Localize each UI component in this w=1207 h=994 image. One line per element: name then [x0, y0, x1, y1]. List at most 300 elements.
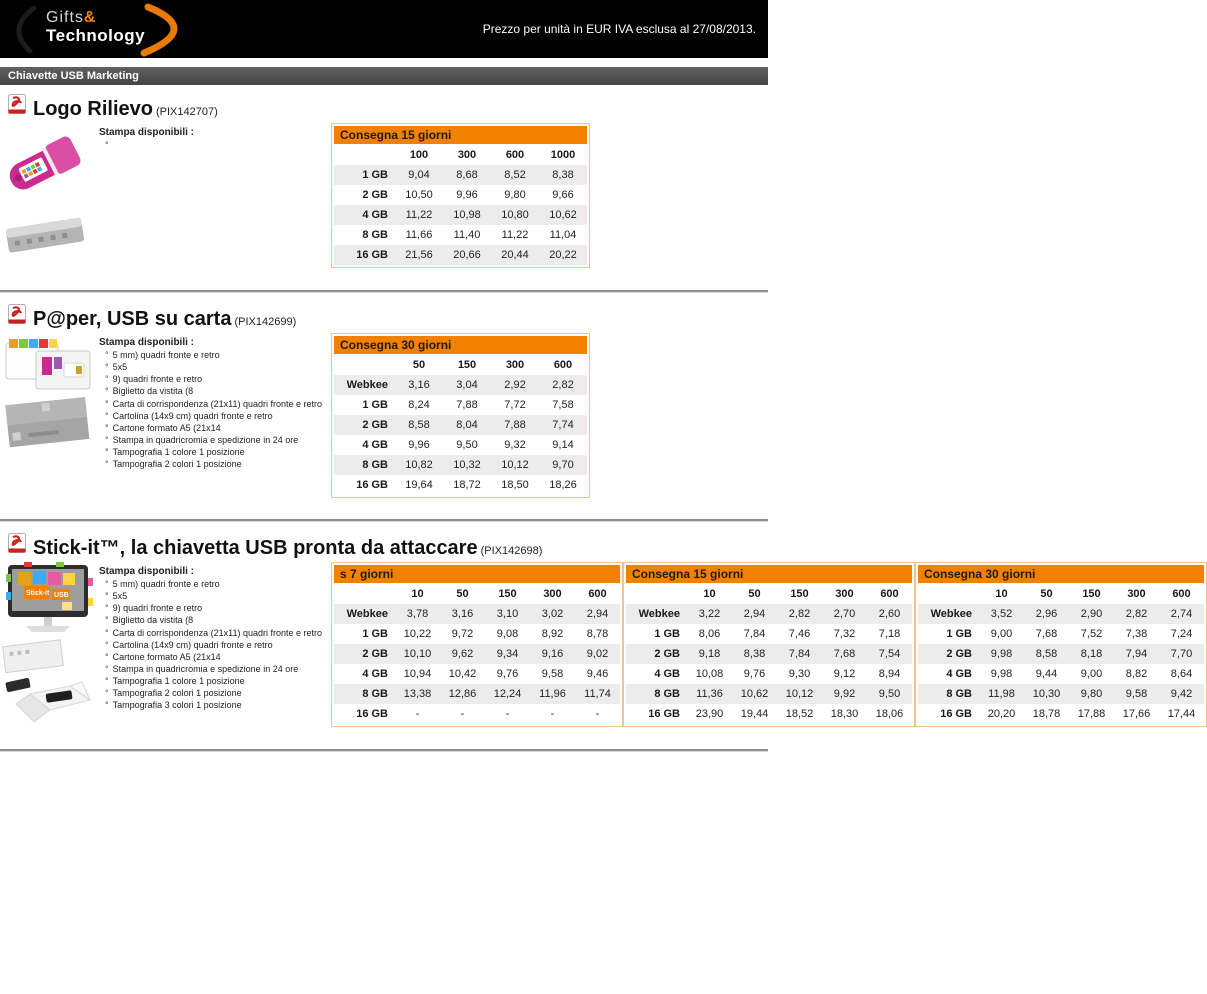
price-cell: 7,84	[788, 648, 811, 660]
price-row	[626, 644, 912, 664]
price-cell: 9,50	[456, 439, 478, 451]
price-row	[334, 624, 620, 644]
price-row	[918, 684, 1204, 704]
price-cell: 18,72	[453, 479, 481, 491]
price-cell: 9,76	[496, 668, 519, 680]
product-head	[0, 295, 768, 330]
price-cell: 9,02	[586, 648, 609, 660]
price-cell: 10,42	[448, 668, 477, 680]
price-cell: 10,12	[501, 459, 529, 471]
delivery-header: Consegna 30 giorni	[918, 565, 1204, 583]
capacity-label: 2 GB	[362, 189, 388, 201]
qty-header: 50	[1040, 588, 1053, 600]
qty-header: 10	[411, 588, 424, 600]
price-cell: 8,52	[504, 169, 526, 181]
qty-header: 600	[588, 588, 607, 600]
price-cell: 10,10	[403, 648, 432, 660]
delivery-header: Consegna 15 giorni	[334, 126, 587, 144]
qty-header: 300	[835, 588, 854, 600]
price-grid	[918, 584, 1204, 724]
delivery-header: Consegna 30 giorni	[334, 336, 587, 354]
logo-text	[46, 9, 145, 45]
qty-header-row	[334, 145, 587, 165]
price-row	[626, 624, 912, 644]
price-cell: 7,18	[878, 628, 901, 640]
product-body	[0, 330, 768, 515]
qty-header: 150	[457, 359, 477, 371]
price-row	[334, 205, 587, 225]
stampa-label: Stampa disponibili :	[99, 566, 195, 577]
section-divider	[0, 519, 768, 522]
price-cell: 8,04	[456, 419, 478, 431]
product-section-logo-rilievo	[0, 85, 768, 286]
price-cell: 10,98	[453, 209, 481, 221]
pdf-icon[interactable]	[8, 94, 26, 119]
price-cell: 12,24	[493, 688, 522, 700]
qty-header: 300	[1127, 588, 1146, 600]
price-cell: 7,94	[1125, 648, 1148, 660]
price-cell: 10,32	[453, 459, 481, 471]
price-cell: 9,76	[743, 668, 766, 680]
product-title: Stick-it™, la chiavetta USB pronta da attaccare	[33, 537, 478, 559]
price-cell: -	[550, 708, 555, 720]
price-cell: 9,98	[990, 668, 1013, 680]
price-cell: 11,66	[405, 229, 433, 241]
capacity-label: 16 GB	[356, 479, 388, 491]
price-row	[626, 704, 912, 724]
qty-header: 100	[409, 149, 429, 161]
price-cell: 9,96	[408, 439, 430, 451]
price-cell: 9,92	[833, 688, 856, 700]
price-cell: 8,78	[586, 628, 609, 640]
price-cell: 19,64	[405, 479, 433, 491]
price-cell: 9,58	[541, 668, 564, 680]
qty-header: 50	[412, 359, 426, 371]
price-cell: 2,90	[1080, 608, 1103, 620]
print-option: ° Biglietto da vistita (8	[105, 385, 331, 397]
price-cell: 7,88	[504, 419, 526, 431]
price-cell: 13,38	[403, 688, 432, 700]
price-row	[334, 455, 587, 475]
capacity-label: 8 GB	[362, 459, 388, 471]
price-cell: 2,92	[504, 379, 526, 391]
qty-header: 1000	[550, 149, 576, 161]
price-cell: 3,16	[408, 379, 430, 391]
price-cell: 11,22	[405, 209, 433, 221]
print-option: ° Tampografia 1 colore 1 posizione	[105, 675, 331, 687]
capacity-label: 8 GB	[362, 229, 388, 241]
qty-header-row	[626, 584, 912, 604]
price-cell: 11,04	[549, 229, 577, 241]
print-option	[105, 139, 331, 151]
print-option: ° Carta di corrispondenza (21x11) quadri fronte e retro	[105, 398, 331, 410]
qty-header: 10	[703, 588, 716, 600]
price-cell: 3,52	[990, 608, 1013, 620]
price-cell: 8,24	[408, 399, 430, 411]
product-title-row	[33, 309, 296, 329]
qty-header: 150	[498, 588, 517, 600]
stampa-label: Stampa disponibili :	[99, 337, 195, 348]
price-grid	[626, 584, 912, 724]
product-body	[0, 120, 768, 286]
price-cell: 11,96	[539, 688, 566, 700]
price-cell: 7,52	[1080, 628, 1103, 640]
capacity-label: 4 GB	[654, 668, 680, 680]
price-cell: 8,06	[698, 628, 721, 640]
capacity-label: Webkee	[930, 608, 972, 620]
product-code: (PIX142707)	[156, 106, 218, 118]
capacity-label: Webkee	[638, 608, 680, 620]
price-cell: 9,08	[496, 628, 519, 640]
print-option: ° Cartone formato A5 (21x14	[105, 651, 331, 663]
price-cell: 10,80	[501, 209, 529, 221]
print-option: ° Carta di corrispondenza (21x11) quadri fronte e retro	[105, 627, 331, 639]
price-cell: 9,44	[1035, 668, 1058, 680]
print-option: ° Cartone formato A5 (21x14	[105, 422, 331, 434]
catalog-main	[0, 85, 1196, 800]
price-cell: 9,50	[878, 688, 901, 700]
price-cell: 9,18	[698, 648, 721, 660]
price-cell: 11,22	[501, 229, 529, 241]
price-cell: 9,80	[504, 189, 526, 201]
capacity-label: 2 GB	[362, 419, 388, 431]
price-cell: 7,68	[1035, 628, 1058, 640]
product-section-stick-it	[0, 524, 1196, 745]
price-cell: 21,56	[405, 249, 433, 261]
price-cell: 10,82	[405, 459, 433, 471]
capacity-label: 1 GB	[362, 169, 388, 181]
product-section-paper-usb	[0, 295, 768, 515]
price-row	[626, 664, 912, 684]
price-row	[334, 245, 587, 265]
logo-gifts: Gifts	[46, 9, 84, 26]
price-cell: 9,14	[552, 439, 574, 451]
qty-header: 50	[748, 588, 761, 600]
qty-header: 50	[456, 588, 469, 600]
product-head	[0, 85, 768, 120]
price-cell: 19,44	[740, 708, 769, 720]
product-photo-usb-drives	[4, 123, 99, 278]
capacity-label: 16 GB	[356, 708, 388, 720]
price-cell: 7,74	[552, 419, 574, 431]
capacity-label: 8 GB	[946, 688, 972, 700]
price-cell: 18,06	[875, 708, 904, 720]
delivery-header: Consegna 15 giorni	[626, 565, 912, 583]
product-code: (PIX142699)	[234, 316, 297, 328]
price-cell: 9,12	[833, 668, 856, 680]
page-bottom-space	[0, 754, 768, 800]
capacity-label: 2 GB	[362, 648, 388, 660]
price-table	[331, 333, 590, 498]
product-title: Logo Rilievo	[33, 98, 153, 120]
price-cell: 10,12	[785, 688, 814, 700]
price-note: Prezzo per unità in EUR IVA esclusa al 27/08/2013.	[482, 22, 756, 36]
price-cell: 8,38	[552, 169, 574, 181]
price-row	[334, 684, 620, 704]
price-tables	[331, 562, 1207, 736]
pdf-icon[interactable]	[8, 533, 26, 558]
product-code: (PIX142698)	[480, 545, 543, 557]
capacity-label: 8 GB	[654, 688, 680, 700]
qty-header: 150	[1082, 588, 1101, 600]
print-option: ° 9) quadri fronte e retro	[105, 373, 331, 385]
price-cell: 7,70	[1170, 648, 1193, 660]
page-bottom-divider	[0, 749, 768, 752]
corner-cell	[626, 584, 687, 604]
section-bar: Chiavette USB Marketing	[0, 67, 768, 85]
price-row	[626, 604, 912, 624]
capacity-label: 4 GB	[946, 668, 972, 680]
capacity-label: 1 GB	[654, 628, 680, 640]
print-option: ° Stampa in quadricromia e spedizione in 24 ore	[105, 663, 331, 675]
price-cell: 3,22	[698, 608, 721, 620]
price-cell: 8,58	[408, 419, 430, 431]
product-title-row	[33, 99, 218, 119]
price-cell: 3,10	[496, 608, 519, 620]
price-grid	[334, 145, 587, 265]
price-row	[334, 415, 587, 435]
price-cell: 8,58	[1035, 648, 1058, 660]
price-cell: 8,92	[541, 628, 564, 640]
gifts-technology-logo	[10, 4, 210, 54]
price-cell: 2,94	[586, 608, 609, 620]
price-cell: 10,08	[695, 668, 724, 680]
capacity-label: 2 GB	[946, 648, 972, 660]
price-cell: 8,38	[743, 648, 766, 660]
price-cell: 2,82	[1125, 608, 1148, 620]
price-cell: 2,70	[833, 608, 856, 620]
price-cell: 20,66	[453, 249, 481, 261]
capacity-label: Webkee	[346, 379, 388, 391]
price-cell: 7,24	[1170, 628, 1193, 640]
print-options-list	[99, 139, 331, 151]
price-cell: 8,68	[456, 169, 478, 181]
price-cell: 7,38	[1125, 628, 1148, 640]
qty-header: 150	[790, 588, 809, 600]
price-cell: 10,50	[405, 189, 433, 201]
price-cell: 7,32	[833, 628, 856, 640]
price-cell: 9,72	[451, 628, 474, 640]
price-row	[334, 375, 587, 395]
capacity-label: 1 GB	[362, 628, 388, 640]
qty-header: 300	[505, 359, 525, 371]
price-cell: 12,86	[448, 688, 477, 700]
print-option: ° Tampografia 2 colori 1 posizione	[105, 458, 331, 470]
price-cell: 2,94	[743, 608, 766, 620]
top-header	[0, 0, 768, 58]
price-cell: 8,64	[1170, 668, 1193, 680]
price-grid	[334, 355, 587, 495]
price-cell: 7,58	[552, 399, 574, 411]
price-cell: 3,04	[456, 379, 478, 391]
price-row	[334, 604, 620, 624]
price-cell: 3,78	[406, 608, 429, 620]
price-cell: 9,58	[1125, 688, 1148, 700]
qty-header: 600	[880, 588, 899, 600]
qty-header: 600	[553, 359, 573, 371]
price-cell: 20,20	[987, 708, 1016, 720]
price-row	[334, 435, 587, 455]
price-cell: 11,40	[453, 229, 481, 241]
price-row	[334, 165, 587, 185]
qty-header: 600	[505, 149, 525, 161]
pdf-icon[interactable]	[8, 304, 26, 329]
price-cell: 10,22	[403, 628, 432, 640]
price-cell: 2,60	[878, 608, 901, 620]
print-option: ° 5x5	[105, 590, 331, 602]
product-title-row	[33, 538, 542, 558]
print-option: ° Tampografia 1 colore 1 posizione	[105, 446, 331, 458]
price-table	[915, 562, 1207, 727]
print-options-list	[99, 578, 331, 712]
capacity-label: 4 GB	[362, 439, 388, 451]
price-cell: 17,44	[1167, 708, 1196, 720]
price-cell: 9,98	[990, 648, 1013, 660]
print-options	[99, 123, 331, 151]
price-row	[918, 644, 1204, 664]
price-cell: 9,80	[1080, 688, 1103, 700]
print-options	[99, 333, 331, 470]
print-option: ° Stampa in quadricromia e spedizione in 24 ore	[105, 434, 331, 446]
price-cell: 7,54	[878, 648, 901, 660]
product-head	[0, 524, 768, 559]
price-cell: 9,30	[788, 668, 811, 680]
price-cell: 7,88	[456, 399, 478, 411]
capacity-label: 4 GB	[362, 209, 388, 221]
price-row	[334, 225, 587, 245]
print-option: ° 5 mm) quadri fronte e retro	[105, 578, 331, 590]
price-cell: 18,26	[549, 479, 577, 491]
capacity-label: Webkee	[346, 608, 388, 620]
price-tables	[331, 123, 590, 277]
price-cell: 9,00	[990, 628, 1013, 640]
price-cell: 9,42	[1170, 688, 1193, 700]
price-cell: 10,62	[740, 688, 769, 700]
qty-header-row	[334, 355, 587, 375]
price-table	[331, 123, 590, 268]
price-row	[334, 644, 620, 664]
qty-header: 300	[543, 588, 562, 600]
product-body	[0, 559, 1196, 745]
price-cell: 9,62	[451, 648, 474, 660]
qty-header: 10	[995, 588, 1008, 600]
print-option: ° Tampografia 3 colori 1 posizione	[105, 699, 331, 711]
price-row	[626, 684, 912, 704]
section-divider	[0, 290, 768, 293]
price-cell: 11,98	[988, 688, 1015, 700]
price-row	[334, 395, 587, 415]
price-cell: 9,46	[586, 668, 609, 680]
price-cell: 9,66	[552, 189, 574, 201]
price-row	[334, 704, 620, 724]
price-cell: 11,74	[584, 688, 611, 700]
price-cell: 20,22	[549, 249, 577, 261]
price-cell: 9,04	[408, 169, 430, 181]
price-cell: 8,94	[878, 668, 901, 680]
price-cell: 11,36	[696, 688, 723, 700]
print-option: ° Cartolina (14x9 cm) quadri fronte e retro	[105, 410, 331, 422]
price-row	[334, 475, 587, 495]
price-cell: -	[415, 708, 420, 720]
product-photo-paper-usb-cards	[4, 333, 99, 478]
print-option: ° 9) quadri fronte e retro	[105, 602, 331, 614]
corner-cell	[334, 584, 395, 604]
capacity-label: 16 GB	[356, 249, 388, 261]
stampa-label: Stampa disponibili :	[99, 127, 195, 138]
price-cell: 9,32	[504, 439, 526, 451]
price-cell: 9,96	[456, 189, 478, 201]
price-cell: 7,84	[743, 628, 766, 640]
price-cell: 7,68	[833, 648, 856, 660]
print-option: ° Tampografia 2 colori 1 posizione	[105, 687, 331, 699]
price-cell: -	[505, 708, 510, 720]
price-cell: 9,34	[496, 648, 519, 660]
price-grid	[334, 584, 620, 724]
price-cell: 10,94	[403, 668, 432, 680]
price-cell: 18,78	[1032, 708, 1061, 720]
print-option: ° Biglietto da vistita (8	[105, 614, 331, 626]
price-row	[918, 664, 1204, 684]
price-cell: 10,30	[1032, 688, 1061, 700]
logo-technology: Technology	[46, 25, 146, 45]
price-cell: 10,62	[549, 209, 577, 221]
price-cell: 9,70	[552, 459, 574, 471]
price-cell: 2,82	[552, 379, 574, 391]
price-cell: 23,90	[695, 708, 724, 720]
price-cell: 9,00	[1080, 668, 1103, 680]
svg-text:Stick-it: Stick-it	[26, 590, 50, 597]
price-row	[918, 624, 1204, 644]
corner-cell	[334, 145, 395, 165]
price-cell: 8,82	[1125, 668, 1148, 680]
price-row	[918, 604, 1204, 624]
price-cell: 7,72	[504, 399, 526, 411]
price-cell: 2,74	[1170, 608, 1193, 620]
capacity-label: 1 GB	[946, 628, 972, 640]
qty-header: 600	[1172, 588, 1191, 600]
price-cell: 2,96	[1035, 608, 1058, 620]
price-cell: 9,16	[541, 648, 564, 660]
price-cell: 17,88	[1077, 708, 1106, 720]
qty-header: 300	[457, 149, 477, 161]
product-title: P@per, USB su carta	[33, 308, 232, 330]
svg-text:USB: USB	[54, 592, 69, 599]
capacity-label: 8 GB	[362, 688, 388, 700]
logo-ampersand: &	[83, 9, 97, 26]
capacity-label: 16 GB	[940, 708, 972, 720]
capacity-label: 1 GB	[362, 399, 388, 411]
price-table	[623, 562, 915, 727]
price-row	[334, 185, 587, 205]
price-cell: 3,16	[451, 608, 474, 620]
price-cell: 17,66	[1122, 708, 1151, 720]
print-option: ° Cartolina (14x9 cm) quadri fronte e retro	[105, 639, 331, 651]
capacity-label: 2 GB	[654, 648, 680, 660]
price-cell: 2,82	[788, 608, 811, 620]
price-cell: 3,02	[541, 608, 564, 620]
price-cell: 18,52	[785, 708, 814, 720]
qty-header-row	[334, 584, 620, 604]
price-cell: 18,30	[830, 708, 859, 720]
price-cell: -	[460, 708, 465, 720]
print-options	[99, 562, 331, 712]
corner-cell	[334, 355, 395, 375]
price-cell: 7,46	[788, 628, 811, 640]
price-table	[331, 562, 623, 727]
price-cell: 20,44	[501, 249, 529, 261]
price-row	[334, 664, 620, 684]
capacity-label: 16 GB	[648, 708, 680, 720]
